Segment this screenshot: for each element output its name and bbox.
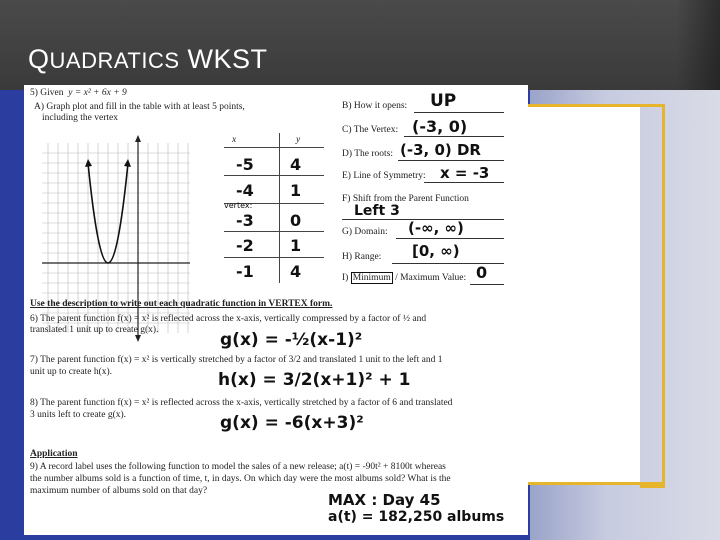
slide-title: QUADRATICS WKST	[28, 44, 268, 74]
coordinate-graph	[42, 133, 190, 343]
application-answer-albums: a(t) = 182,250 albums	[328, 509, 505, 525]
q8-line1: 8) The parent function f(x) = x² is reflected across the x-axis, vertically stretched by a factor of 6 and translated	[30, 398, 453, 408]
problem5-partA-line1: A) Graph plot and fill in the table with at least 5 points,	[34, 102, 245, 112]
question-label-minmax: I) Minimum / Maximum Value:	[342, 273, 467, 283]
minimum-boxed: Minimum	[352, 273, 391, 283]
question-label: D) The roots:	[342, 149, 394, 159]
question-answer: 0	[476, 263, 488, 282]
question-answer: UP	[430, 91, 457, 111]
side-white-panel	[528, 107, 640, 482]
q8-line2: 3 units left to create g(x).	[30, 410, 127, 420]
application-answer-day: MAX : Day 45	[328, 491, 441, 509]
question-answer: (-3, 0) DR	[400, 141, 481, 159]
question-answer: (-3, 0)	[412, 117, 468, 136]
worksheet-image	[24, 85, 528, 535]
problem5-partA-line2: including the vertex	[42, 113, 118, 123]
table-row-x: -1	[236, 262, 254, 281]
q7-line1: 7) The parent function f(x) = x² is vertically stretched by a factor of 3/2 and translated 1 unit to the left and 1	[30, 355, 443, 365]
problem5-given: 5) Given y = x² + 6x + 9	[30, 88, 127, 98]
table-row-y: 4	[290, 262, 302, 281]
q6-answer: g(x) = -½(x-1)²	[220, 330, 363, 350]
given-equation: y = x² + 6x + 9	[68, 88, 127, 98]
vertex-label: vertex:	[224, 201, 253, 210]
q7-line2: unit up to create h(x).	[30, 367, 113, 377]
question-answer: (-∞, ∞)	[408, 219, 464, 237]
q7-answer: h(x) = 3/2(x+1)² + 1	[218, 370, 411, 390]
question-label: B) How it opens:	[342, 101, 408, 111]
application-line2: the number albums sold is a function of time, t, in days. On which day were the most albums sold? What is the	[30, 474, 451, 484]
accent-line-bottom	[528, 482, 662, 485]
table-row-x: -4	[236, 181, 254, 200]
application-line3: maximum number of albums sold on that day?	[30, 486, 208, 496]
table-row-y: 1	[290, 181, 302, 200]
table-row-y: 4	[290, 155, 302, 174]
accent-frame	[640, 104, 665, 488]
table-row-x: -3	[236, 211, 254, 230]
table-row-y: 1	[290, 236, 302, 255]
question-answer: x = -3	[440, 164, 490, 182]
question-label: E) Line of Symmetry:	[342, 171, 426, 181]
table-header-x: x	[232, 135, 237, 145]
q8-answer: g(x) = -6(x+3)²	[220, 413, 364, 433]
question-label: G) Domain:	[342, 227, 388, 237]
table-row-x: -5	[236, 155, 254, 174]
q6-line1: 6) The parent function f(x) = x² is reflected across the x-axis, vertically compressed by a factor of ½ and	[30, 314, 427, 324]
question-answer: [0, ∞)	[412, 242, 460, 260]
application-heading: Application	[30, 449, 78, 459]
vertex-section-heading: Use the description to write out each quadratic function in VERTEX form.	[30, 299, 333, 309]
table-header-y: y	[296, 135, 301, 145]
question-label: F) Shift from the Parent Function	[342, 194, 469, 204]
table-row-y: 0	[290, 211, 302, 230]
application-line1: 9) A record label uses the following function to model the sales of a new release; a(t) = -90t² + 8100t whereas	[30, 462, 446, 472]
q6-line2: translated 1 unit up to create g(x).	[30, 325, 159, 335]
question-label: C) The Vertex:	[342, 125, 399, 135]
table-row-x: -2	[236, 236, 254, 255]
question-label: H) Range:	[342, 252, 382, 262]
question-answer: Left 3	[354, 203, 400, 219]
